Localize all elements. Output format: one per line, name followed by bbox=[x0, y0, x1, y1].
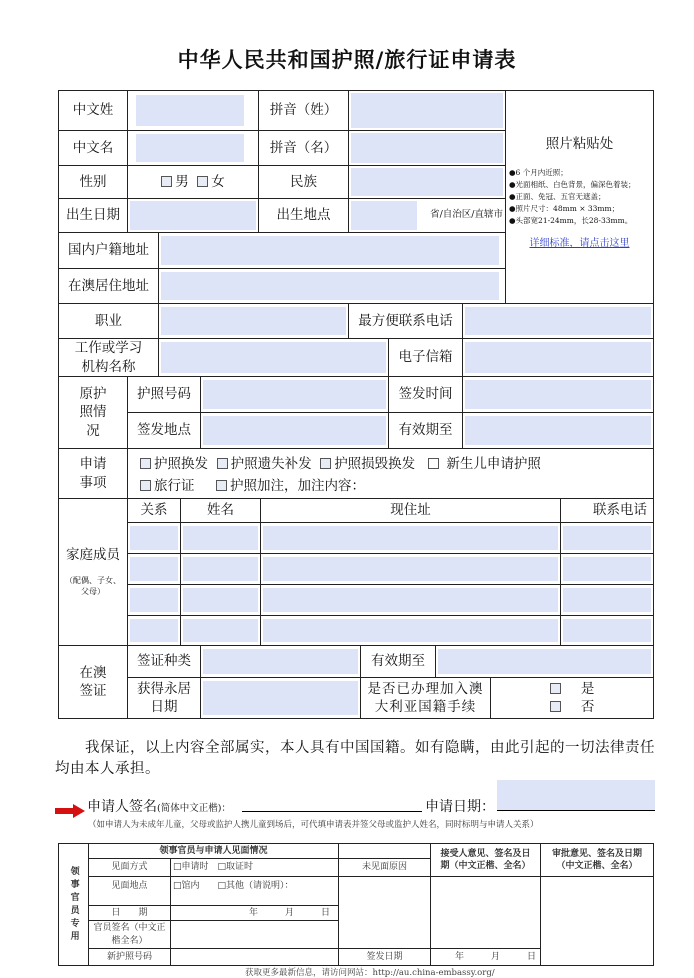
dob-cell bbox=[127, 198, 259, 233]
cn-surname-input[interactable] bbox=[136, 95, 244, 126]
label-employer: 工作或学习机构名称 bbox=[58, 338, 159, 377]
family-input[interactable] bbox=[130, 619, 178, 642]
pob-input[interactable] bbox=[351, 201, 417, 230]
label-dob: 出生日期 bbox=[58, 198, 128, 233]
visa-expiry-cell bbox=[435, 645, 654, 678]
pob-cell: 省/自治区/直辖市 bbox=[348, 198, 506, 233]
py-surname-cell bbox=[348, 90, 506, 131]
issue-place-input[interactable] bbox=[203, 416, 386, 445]
opt-renewal[interactable]: 护照换发 bbox=[140, 456, 208, 472]
family-input[interactable] bbox=[183, 588, 258, 612]
family-cell bbox=[180, 522, 261, 554]
email-cell bbox=[462, 338, 654, 377]
family-cell bbox=[180, 553, 261, 585]
signature-label: 申请人签名(简体中文正楷)： bbox=[87, 799, 231, 815]
office-issue-date-label: 签发日期 bbox=[338, 948, 431, 966]
application-options bbox=[127, 448, 654, 499]
photo-box bbox=[505, 90, 654, 304]
office-officer-field[interactable] bbox=[170, 920, 339, 949]
application-date-label: 申请日期： bbox=[425, 799, 495, 815]
dob-input[interactable] bbox=[130, 201, 256, 230]
family-input[interactable] bbox=[263, 619, 558, 642]
family-cell bbox=[560, 553, 654, 585]
opt-newborn[interactable]: 新生儿申请护照 bbox=[428, 456, 541, 472]
family-input[interactable] bbox=[183, 526, 258, 550]
family-input[interactable] bbox=[263, 557, 558, 581]
label-occupation: 职业 bbox=[58, 303, 159, 339]
label-old-passport: 原护照情况 bbox=[58, 376, 128, 449]
signature-note: （如申请人为未成年儿童，父母或监护人携儿童到场后，可代填申请表并签父母或监护人姓名，同时标明与申请人关系） bbox=[88, 820, 539, 830]
office-place-options[interactable]: □馆内 □其他（请说明）： bbox=[170, 876, 339, 906]
label-pr-date: 获得永居日期 bbox=[127, 677, 201, 719]
family-input[interactable] bbox=[130, 588, 178, 612]
pr-date-input[interactable] bbox=[203, 681, 358, 715]
gender-cell bbox=[127, 165, 259, 199]
phone-cell bbox=[462, 303, 654, 339]
label-py-surname: 拼音（姓） bbox=[258, 90, 349, 131]
office-approver-header: 审批意见、签名及日期（中文正楷、全名） bbox=[540, 843, 654, 877]
office-receiver-field[interactable] bbox=[430, 876, 541, 949]
label-family: 家庭成员 （配偶、子女、父母） bbox=[58, 498, 128, 646]
family-header-relation: 关系 bbox=[127, 498, 181, 523]
issue-date-cell bbox=[462, 376, 654, 413]
application-date-input[interactable] bbox=[497, 780, 655, 811]
office-blank-header bbox=[338, 843, 431, 859]
domestic-addr-cell bbox=[158, 232, 506, 269]
cn-name-cell bbox=[127, 130, 259, 166]
red-arrow-icon bbox=[55, 803, 85, 817]
family-cell bbox=[127, 553, 181, 585]
form-title: 中华人民共和国护照/旅行证申请表 bbox=[177, 48, 517, 72]
label-py-name: 拼音（名） bbox=[258, 130, 349, 166]
passport-no-input[interactable] bbox=[203, 380, 386, 409]
family-cell bbox=[127, 584, 181, 616]
declaration: 我保证，以上内容全部属实，本人具有中国国籍。如有隐瞒，由此引起的一切法律责任均由本人承担。 bbox=[55, 740, 655, 777]
label-visa-expiry: 有效期至 bbox=[360, 645, 436, 678]
label-domestic-addr: 国内户籍地址 bbox=[58, 232, 159, 269]
office-issue-date-value: 年 月 日 bbox=[430, 948, 541, 966]
office-date-value: 年 月 日 bbox=[170, 905, 339, 921]
photo-standard-link[interactable]: 详细标准，请点击这里 bbox=[529, 238, 630, 250]
family-input[interactable] bbox=[563, 526, 651, 550]
family-header-phone: 联系电话 bbox=[560, 498, 654, 523]
citizenship-yes[interactable]: 是 bbox=[550, 680, 595, 698]
office-meeting-title: 领事官员与申请人见面情况 bbox=[88, 843, 339, 859]
family-input[interactable] bbox=[563, 557, 651, 581]
label-expiry: 有效期至 bbox=[388, 412, 463, 449]
office-new-passport-field[interactable] bbox=[170, 948, 339, 966]
family-input[interactable] bbox=[563, 588, 651, 612]
family-cell bbox=[560, 584, 654, 616]
photo-title: 照片粘贴处 bbox=[545, 136, 614, 152]
family-input[interactable] bbox=[183, 619, 258, 642]
issue-date-input[interactable] bbox=[465, 380, 651, 409]
email-input[interactable] bbox=[465, 342, 651, 373]
family-cell bbox=[260, 615, 561, 646]
label-application: 申请事项 bbox=[58, 448, 128, 499]
photo-requirements: ●6 个月内近照； ●光面相纸、白色背景，偏深色着装； ●正面、免冠、五官无遮盖； ●照片尺寸：48mm × 33mm； ●头部宽21-24mm，长28-33mm。 bbox=[509, 168, 636, 226]
office-approver-field[interactable] bbox=[540, 876, 654, 966]
au-addr-cell bbox=[158, 268, 506, 304]
phone-input[interactable] bbox=[465, 307, 651, 335]
family-header-name: 姓名 bbox=[180, 498, 261, 523]
label-pob: 出生地点 bbox=[258, 198, 349, 233]
office-use-label: 领事官员专用 bbox=[58, 843, 89, 966]
office-no-meet-field[interactable] bbox=[338, 876, 431, 949]
family-input[interactable] bbox=[263, 526, 558, 550]
py-name-cell bbox=[348, 130, 506, 166]
py-name-input[interactable] bbox=[351, 133, 503, 163]
label-citizenship: 是否已办理加入澳大利亚国籍手续 bbox=[360, 677, 491, 719]
label-cn-name: 中文名 bbox=[58, 130, 128, 166]
family-input[interactable] bbox=[183, 557, 258, 581]
label-email: 电子信箱 bbox=[388, 338, 463, 377]
family-input[interactable] bbox=[130, 526, 178, 550]
employer-cell bbox=[158, 338, 389, 377]
pr-date-cell bbox=[200, 677, 361, 719]
opt-lost[interactable]: 护照遗失补发 bbox=[217, 456, 312, 472]
footer-note: 获取更多最新信息，请访问网站：http://au.china-embassy.org/ bbox=[245, 968, 495, 978]
passport-no-cell bbox=[200, 376, 389, 413]
au-addr-input[interactable] bbox=[161, 272, 499, 300]
label-passport-no: 护照号码 bbox=[127, 376, 201, 413]
office-new-passport-label: 新护照号码 bbox=[88, 948, 171, 966]
issue-place-cell bbox=[200, 412, 389, 449]
office-method-label: 见面方式 bbox=[88, 858, 171, 877]
label-cn-surname: 中文姓 bbox=[58, 90, 128, 131]
opt-damaged[interactable]: 护照损毁换发 bbox=[320, 456, 415, 472]
citizenship-options bbox=[490, 677, 654, 719]
employer-input[interactable] bbox=[161, 342, 386, 373]
cn-surname-cell bbox=[127, 90, 259, 131]
family-cell bbox=[560, 615, 654, 646]
male-checkbox[interactable]: 男 bbox=[161, 173, 189, 191]
expiry-cell bbox=[462, 412, 654, 449]
opt-endorsement[interactable]: 护照加注，加注内容： bbox=[216, 478, 365, 494]
family-cell bbox=[127, 522, 181, 554]
occupation-cell bbox=[158, 303, 349, 339]
family-header-address: 现住址 bbox=[260, 498, 561, 523]
office-method-options[interactable]: □申请时 □取证时 bbox=[170, 858, 339, 877]
visa-type-cell bbox=[200, 645, 361, 678]
cn-name-input[interactable] bbox=[136, 134, 244, 162]
office-place-label: 见面地点 bbox=[88, 876, 171, 906]
py-surname-input[interactable] bbox=[351, 93, 503, 128]
family-cell bbox=[560, 522, 654, 554]
occupation-input[interactable] bbox=[161, 307, 346, 335]
family-cell bbox=[180, 584, 261, 616]
family-cell bbox=[260, 553, 561, 585]
visa-expiry-input[interactable] bbox=[438, 649, 651, 674]
family-cell bbox=[260, 584, 561, 616]
expiry-input[interactable] bbox=[465, 416, 651, 445]
family-cell bbox=[260, 522, 561, 554]
visa-type-input[interactable] bbox=[203, 649, 358, 674]
signature-line[interactable] bbox=[242, 811, 422, 812]
label-ethnicity: 民族 bbox=[258, 165, 349, 199]
family-input[interactable] bbox=[130, 557, 178, 581]
label-visa-type: 签证种类 bbox=[127, 645, 201, 678]
family-cell bbox=[127, 615, 181, 646]
label-gender: 性别 bbox=[58, 165, 128, 199]
label-issue-date: 签发时间 bbox=[388, 376, 463, 413]
family-cell bbox=[180, 615, 261, 646]
ethnicity-input[interactable] bbox=[351, 168, 503, 196]
domestic-addr-input[interactable] bbox=[161, 236, 499, 265]
label-issue-place: 签发地点 bbox=[127, 412, 201, 449]
ethnicity-cell bbox=[348, 165, 506, 199]
family-input[interactable] bbox=[563, 619, 651, 642]
office-receiver-header: 接受人意见、签名及日期（中文正楷、全名） bbox=[430, 843, 541, 877]
office-date-label: 日 期 bbox=[88, 905, 171, 921]
label-visa: 在澳签证 bbox=[58, 645, 128, 719]
opt-travel-doc[interactable]: 旅行证 bbox=[140, 478, 195, 494]
office-officer-label: 官员签名（中文正楷全名） bbox=[88, 920, 171, 949]
family-input[interactable] bbox=[263, 588, 558, 612]
office-no-meet-label: 未见面原因 bbox=[338, 858, 431, 877]
label-phone: 最方便联系电话 bbox=[348, 303, 463, 339]
citizenship-no[interactable]: 否 bbox=[550, 698, 595, 716]
label-au-addr: 在澳居住地址 bbox=[58, 268, 159, 304]
female-checkbox[interactable]: 女 bbox=[197, 173, 225, 191]
